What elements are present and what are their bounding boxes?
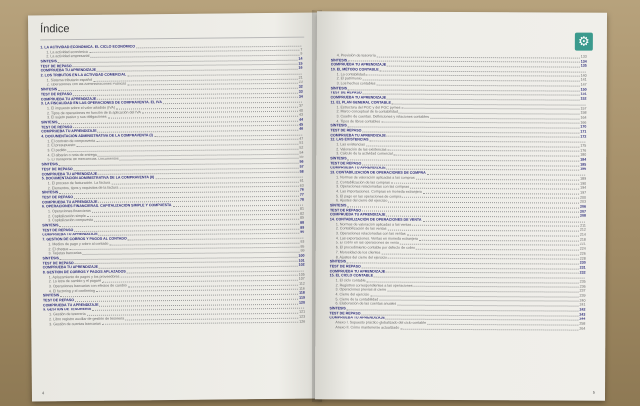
toc-entry-page: 99	[300, 248, 305, 253]
toc-entry-page: 33	[298, 89, 303, 94]
toc-entry-page: 123	[299, 314, 306, 319]
left-page	[28, 12, 322, 401]
toc-entry-title: 4. El factoring y el confirming	[48, 288, 96, 294]
toc-entry-page: 207	[579, 209, 586, 214]
toc-entry-title: SÍNTESIS	[330, 156, 347, 161]
toc-entry-page: 166	[580, 120, 587, 125]
toc-entry-title: 5. El transporte de mercancías. Documentos	[47, 157, 119, 162]
toc-entry-title: 5. DOCUMENTACIÓN ADMINISTRATIVA DE LA COMPRAVENTA (II)	[41, 175, 155, 181]
page-title: Índice	[40, 23, 70, 36]
toc-entry-page: 258	[579, 321, 586, 326]
toc-entry-title: 2. Operaciones con las Administraciones Públicas	[46, 81, 127, 87]
toc-entry-title: 3. Los hechos contables	[336, 81, 376, 86]
toc-entry-title: 10. EL MÉTODO CONTABLE	[330, 67, 379, 72]
toc-entry-page: 55	[299, 155, 304, 160]
toc-entry-title: TEST DE REPASO	[40, 91, 72, 97]
left-page-number: 4	[41, 390, 45, 396]
toc-entry-page: 236	[579, 284, 586, 289]
toc-entry-title: TEST DE REPASO	[42, 260, 74, 265]
toc-entry-page: 7	[300, 47, 303, 52]
toc-entry-page: 93	[300, 239, 305, 244]
toc-entry-page: 164	[580, 115, 587, 120]
toc-entry-page: 81	[300, 206, 305, 211]
toc-entry-title: 3. El sujeto pasivo y sus obligaciones	[47, 115, 107, 120]
toc-entry-page: 89	[300, 225, 305, 230]
toc-entry-title: 2. Libro registro auxiliar de gestión de tesorería	[49, 316, 125, 322]
toc-entry-page: 57	[299, 164, 304, 169]
toc-entry-title: COMPRUEBA TU APRENDIZAJE	[330, 62, 387, 67]
toc-entry-title: TEST DE REPASO	[329, 311, 361, 316]
toc-entry-title: TEST DE REPASO	[40, 63, 72, 69]
toc-entry-page: 90	[300, 230, 305, 235]
toc-entry-page: 208	[579, 213, 586, 219]
toc-entry-page: 61	[299, 178, 304, 183]
toc-entry-title: 4. El albarán o nota de entrega	[47, 152, 97, 158]
toc-entry-title: SÍNTESIS	[42, 293, 60, 298]
toc-entry-title: COMPRUEBA TU APRENDIZAJE	[330, 95, 387, 100]
toc-entry-page: 9	[300, 52, 303, 57]
toc-entry-title: COMPRUEBA TU APRENDIZAJE	[330, 133, 386, 138]
toc-entry-page: 244	[579, 317, 586, 322]
toc-entry-page: 100	[298, 253, 305, 258]
toc-entry-title: COMPRUEBA TU APRENDIZAJE	[329, 268, 386, 274]
toc-entry-title: 1. El contrato de compraventa	[47, 138, 96, 144]
toc-entry-page: 189	[580, 176, 587, 181]
toc-entry-title: SÍNTESIS	[41, 162, 58, 167]
toc-entry-title: COMPRUEBA TU APRENDIZAJE	[40, 68, 97, 73]
toc-entry-page: 185	[580, 162, 587, 167]
toc-entry-title: 11. EL PLAN GENERAL CONTABLE	[330, 100, 391, 105]
toc-entry-page: 241	[579, 303, 586, 308]
right-toc-list	[329, 53, 586, 331]
toc-entry-title: 3. Operaciones relacionadas con las ventas	[335, 231, 406, 236]
toc-entry-title: 1. Normas de valoración aplicadas a las compras	[336, 175, 415, 180]
toc-entry-title: 2. La actividad empresarial	[46, 54, 90, 59]
toc-entry-title: 2. Registros correspondientes a las operaciones	[335, 283, 413, 288]
toc-entry-page: 239	[579, 293, 586, 298]
toc-entry-page: 203	[580, 199, 587, 204]
toc-entry-title: 1. Gestión de tesorería	[49, 312, 86, 317]
title-rule	[40, 37, 304, 41]
toc-entry-title: SÍNTESIS	[41, 190, 59, 195]
toc-entry-page: 126	[299, 319, 306, 324]
toc-entry-page: 85	[300, 216, 305, 221]
toc-entry-title: 6. Elaboración de las cuentas anuales	[335, 301, 397, 307]
toc-entry-title: SÍNTESIS	[329, 306, 346, 311]
toc-entry-title: 5. El cobro en las operaciones de venta	[335, 240, 399, 246]
toc-entry-title: TEST DE REPASO	[42, 227, 74, 233]
toc-entry-page: 107	[298, 277, 305, 282]
toc-entry-page: 242	[579, 307, 586, 312]
toc-entry-title: 7. Morosidad de los clientes	[335, 250, 381, 255]
toc-entry-page: 15	[298, 61, 303, 66]
toc-entry-page: 158	[580, 110, 587, 115]
toc-entry-title: 1. Estructura del PGC y del PGC pymes	[336, 104, 401, 110]
toc-entry-title: COMPRUEBA TU APRENDIZAJE	[41, 199, 98, 205]
toc-entry-title: TEST DE REPASO	[41, 124, 73, 130]
toc-entry-page: 63	[299, 183, 304, 188]
toc-entry-title: 4. Cierre del ejercicio	[335, 292, 370, 297]
toc-entry-title: COMPRUEBA TU APRENDIZAJE	[41, 171, 98, 176]
toc-entry-page: 51	[299, 141, 304, 146]
right-page	[315, 11, 607, 401]
toc-entry-title: 2. LOS TRIBUTOS EN LA ACTIVIDAD COMERCIAL	[40, 72, 127, 78]
toc-entry-page: 133	[580, 54, 587, 59]
toc-entry-title: SÍNTESIS	[40, 87, 58, 92]
toc-entry-page: 171	[580, 129, 587, 134]
toc-entry-page: 45	[299, 122, 304, 127]
toc-entry-page: 44	[299, 117, 304, 122]
toc-entry-page: 77	[299, 192, 304, 197]
toc-entry-page: 32	[298, 84, 303, 89]
toc-entry-title: COMPRUEBA TU APRENDIZAJE	[42, 232, 98, 237]
toc-entry-title: 3. Tarjetas bancarias	[48, 251, 82, 256]
toc-entry-page: 243	[579, 312, 586, 317]
toc-entry-page: 197	[580, 190, 587, 195]
toc-entry-title: COMPRUEBA TU APRENDIZAJE	[41, 129, 97, 134]
toc-entry-title: TEST DE REPASO	[330, 90, 362, 95]
toc-entry-page: 56	[299, 159, 304, 164]
toc-entry-page: 240	[579, 298, 586, 303]
toc-entry-page: 206	[579, 204, 587, 209]
toc-entry-title: 2. Elementos, tipos y requisitos de la factura	[47, 185, 119, 190]
toc-entry-title: 3. El pedido	[47, 148, 67, 153]
toc-entry-title: 4. DOCUMENTACIÓN ADMINISTRATIVA DE LA COMPRAVENTA (I)	[41, 133, 153, 139]
toc-entry-title: 6. El procedimiento contable por defecto de cobro	[335, 245, 416, 250]
toc-entry-title: 1. Las existencias	[336, 142, 365, 147]
toc-entry-title: TEST DE REPASO	[42, 298, 75, 303]
toc-entry-title: 5. El pago en las operaciones de compra	[336, 193, 402, 199]
left-toc-list	[40, 43, 305, 327]
toc-entry-title: 1. Medios de pago y cobro al contado	[48, 241, 109, 247]
toc-entry-page: 134	[580, 59, 587, 64]
toc-entry-page: 151	[580, 92, 587, 97]
toc-leader-dots	[102, 322, 298, 325]
toc-entry-title: 4. Las importaciones. Compras en moneda extranjera	[336, 189, 422, 194]
toc-entry-page: 54	[299, 150, 304, 155]
toc-entry-title: COMPRUEBA TU APRENDIZAJE	[42, 265, 99, 270]
toc-entry-page: 235	[579, 279, 586, 284]
toc-entry-page: 118	[299, 291, 305, 296]
toc-entry-title: 9. GESTIÓN DE TESORERÍA	[43, 307, 92, 312]
toc-entry-page: 95	[300, 244, 305, 249]
toc-entry-page: 116	[299, 286, 305, 291]
toc-entry-page: 140	[580, 73, 587, 78]
right-page-number: 5	[592, 389, 596, 395]
toc-entry-title: COMPRUEBA TU APRENDIZAJE	[329, 315, 385, 321]
toc-entry-page: 190	[580, 181, 587, 186]
toc-entry-page: 43	[299, 112, 304, 117]
toc-entry-page: 21	[298, 75, 303, 80]
toc-entry-page: 180	[580, 153, 587, 158]
toc-entry-title: TEST DE REPASO	[329, 264, 361, 269]
toc-entry-page: 40	[298, 108, 304, 113]
toc-entry-title: 1. Operaciones financieras	[48, 208, 91, 214]
toc-entry-title: SÍNTESIS	[329, 203, 347, 208]
toc-entry-title: 6. OPERACIONES FINANCIERAS. CAPITALIZACIÓN SIMPLE Y COMPUESTA	[41, 203, 172, 209]
toc-entry-page: 16	[298, 66, 303, 71]
toc-entry-title: 15. EL CICLO CONTABLE	[329, 273, 374, 278]
toc-entry-title: 2. El presupuesto	[47, 143, 76, 148]
toc-entry-page: 214	[579, 232, 586, 237]
toc-entry-title: 1. Aplazamiento de pagos y los proveedores	[48, 274, 120, 279]
toc-entry-title: 5. Cierre de la contabilidad	[335, 297, 379, 302]
toc-entry-title: SÍNTESIS	[330, 123, 347, 128]
toc-entry-title: SÍNTESIS	[42, 256, 59, 261]
toc-entry-title: 3. Operaciones relacionadas con las compras	[336, 184, 410, 189]
toc-entry-title: 3. Cálculo de la actividad comercial	[336, 151, 393, 157]
toc-entry-title: 1. Normas de valoración aplicadas a las ventas	[335, 222, 412, 227]
toc-entry-title: SÍNTESIS	[42, 223, 59, 228]
toc-entry-title: SÍNTESIS	[329, 259, 347, 264]
toc-entry-page: 102	[298, 262, 305, 268]
toc-entry-title: SÍNTESIS	[40, 59, 57, 64]
toc-entry-page: 141	[580, 78, 587, 83]
toc-entry-title: 2. Tipos de operaciones en función de la aplicación del IVA	[46, 109, 141, 115]
toc-entry-title: 3. Gestión de cuentas bancarias	[49, 321, 101, 326]
toc-entry-title: 1. El impuesto sobre el valor añadido (IVA)	[46, 105, 116, 111]
toc-entry-title: 3. Operaciones bancarias con efectos de cambio	[48, 283, 127, 289]
toc-entry-title: TEST DE REPASO	[329, 208, 362, 213]
toc-entry-title: COMPRUEBA TU APRENDIZAJE	[40, 96, 97, 101]
toc-entry-title: TEST DE REPASO	[41, 166, 73, 172]
toc-entry-title: 6. Ajustes del cierre del ejercicio	[336, 198, 388, 203]
toc-entry-title: COMPRUEBA TU APRENDIZAJE	[330, 165, 386, 171]
toc-entry-page: 224	[579, 246, 586, 251]
toc-entry-title: SÍNTESIS	[330, 86, 348, 91]
toc-entry-page: 226	[579, 251, 586, 256]
toc-entry-title: 3. LA FISCALIDAD EN LAS OPERACIONES DE COMPRAVENTA. EL IVA	[40, 100, 162, 106]
toc-entry-title: COMPRUEBA TU APRENDIZAJE	[43, 302, 99, 308]
toc-entry-title: 4. Previsión de tesorería	[336, 53, 376, 58]
toc-entry-page: 176	[580, 148, 587, 153]
toc-entry-page: 147	[580, 82, 587, 87]
toc-entry-page: 200	[580, 195, 587, 200]
toc-entry-page: 37	[298, 103, 303, 108]
toc-entry-page: 228	[579, 256, 586, 261]
toc-entry-title: 7. GESTIÓN DE COBROS Y PAGOS AL CONTADO	[42, 236, 127, 242]
toc-entry-title: 1. El proceso de facturación. La factura	[47, 180, 111, 186]
toc-entry-title: TEST DE REPASO	[330, 128, 362, 133]
toc-entry-page: 119	[299, 295, 305, 300]
toc-entry-page: 14	[298, 56, 303, 61]
toc-entry-page: 184	[580, 157, 587, 162]
toc-entry-page: 231	[579, 265, 586, 270]
toc-entry-page: 194	[580, 185, 587, 190]
toc-entry-title: 4. Las exportaciones. Ventas en moneda extranjera	[335, 236, 418, 241]
toc-entry-title: 2. Valoración de las existencias	[336, 147, 387, 152]
toc-entry-page: 101	[298, 258, 305, 263]
toc-entry-title: 2. Capitalización simple	[48, 213, 86, 219]
toc-entry-title: 8. GESTIÓN DE COBROS Y PAGOS APLAZADOS	[42, 269, 126, 275]
toc-leader-dots	[400, 328, 578, 330]
toc-entry-page: 23	[298, 80, 303, 85]
toc-entry-title: SÍNTESIS	[330, 58, 348, 63]
toc-entry-title: 13. CONTABILIZACIÓN DE OPERACIONES DE COMPRA	[330, 170, 426, 175]
toc-entry-page: 237	[579, 288, 586, 294]
toc-entry-title: 2. Contabilización de las compras	[336, 179, 390, 185]
toc-entry-title: 1. La actividad económica	[46, 49, 88, 55]
toc-entry-title: 2. Marco conceptual de la contabilidad	[336, 109, 398, 114]
toc-entry-page: 186	[580, 167, 587, 172]
toc-entry-title: 2. El cheque	[48, 246, 69, 251]
toc-entry-title: 3. Operaciones previas al cierre	[335, 287, 387, 292]
toc-entry-page: 105	[298, 272, 305, 277]
toc-entry-page: 76	[299, 187, 304, 192]
toc-entry-title: 1. LA ACTIVIDAD ECONÓMICA. EL CICLO ECONÓMICO	[40, 44, 136, 50]
toc-entry-page: 172	[580, 134, 587, 139]
toc-entry-page: 211	[580, 223, 586, 228]
toc-entry-page: 218	[579, 237, 586, 242]
toc-entry-page: 120	[298, 300, 306, 305]
toc-entry-page: 58	[299, 169, 304, 174]
toc-entry-page: 157	[580, 106, 587, 111]
toc-entry-page: 175	[580, 143, 587, 148]
toc-entry-page: 121	[299, 309, 306, 314]
toc-entry-title: 1. El ciclo contable	[335, 278, 366, 283]
gear-icon: ⚙	[575, 33, 593, 51]
toc-entry-title: Anexo I. Supuesto práctico globalizado del ciclo contable	[335, 320, 427, 325]
toc-entry-page: 52	[299, 145, 304, 150]
toc-entry-page: 230	[579, 260, 586, 265]
toc-entry-title: SÍNTESIS	[41, 120, 58, 125]
toc-entry	[329, 325, 585, 331]
toc-entry-title: 1. La contabilidad	[336, 72, 365, 77]
toc-entry-page: 221	[579, 242, 586, 247]
toc-entry-page: 170	[580, 124, 587, 129]
toc-entry-title: 2. La letra de cambio y el pagaré	[48, 279, 102, 284]
toc-entry-page: 112	[299, 281, 305, 286]
toc-entry-page: 264	[579, 326, 586, 331]
toc-entry-page: 47	[299, 136, 304, 141]
toc-entry-title: 2. El patrimonio	[336, 76, 362, 81]
toc-entry-title: 14. CONTABILIZACIÓN DE OPERACIONES DE VENTA	[329, 217, 422, 222]
toc-entry-title: TEST DE REPASO	[41, 195, 74, 200]
toc-entry-title: 3. Cuadro de cuentas. Definiciones y relaciones contables	[336, 114, 429, 119]
toc-entry-title: 1. Sistema tributario español	[46, 77, 93, 83]
toc-entry-title: 4. Tipos de libros contables	[336, 118, 381, 124]
toc-entry-page: 82	[300, 211, 305, 216]
toc-entry-title: Anexo II. Cómo mantenerse actualizado	[335, 325, 400, 330]
toc-entry-page: 212	[579, 228, 586, 233]
toc-entry-page: 135	[580, 63, 587, 69]
toc-entry-title: 2. Contabilización de las ventas	[335, 226, 387, 232]
toc-entry-page: 78	[299, 197, 304, 202]
toc-entry-title: TEST DE REPASO	[330, 161, 362, 166]
toc-entry-title: COMPRUEBA TU APRENDIZAJE	[329, 212, 386, 217]
toc-entry-page: 232	[579, 270, 586, 275]
toc-entry-page: 34	[298, 94, 303, 99]
toc-entry-title: 3. Capitalización compuesta	[48, 218, 94, 223]
toc-entry-page: 150	[580, 87, 587, 92]
toc-entry-page: 152	[580, 96, 587, 101]
toc-entry-title: 8. Ajustes del cierre del ejercicio	[335, 254, 388, 260]
toc-entry-page: 88	[300, 220, 305, 225]
toc-entry-page: 46	[299, 127, 304, 132]
toc-entry-title: 12. LAS EXISTENCIAS	[330, 137, 369, 142]
